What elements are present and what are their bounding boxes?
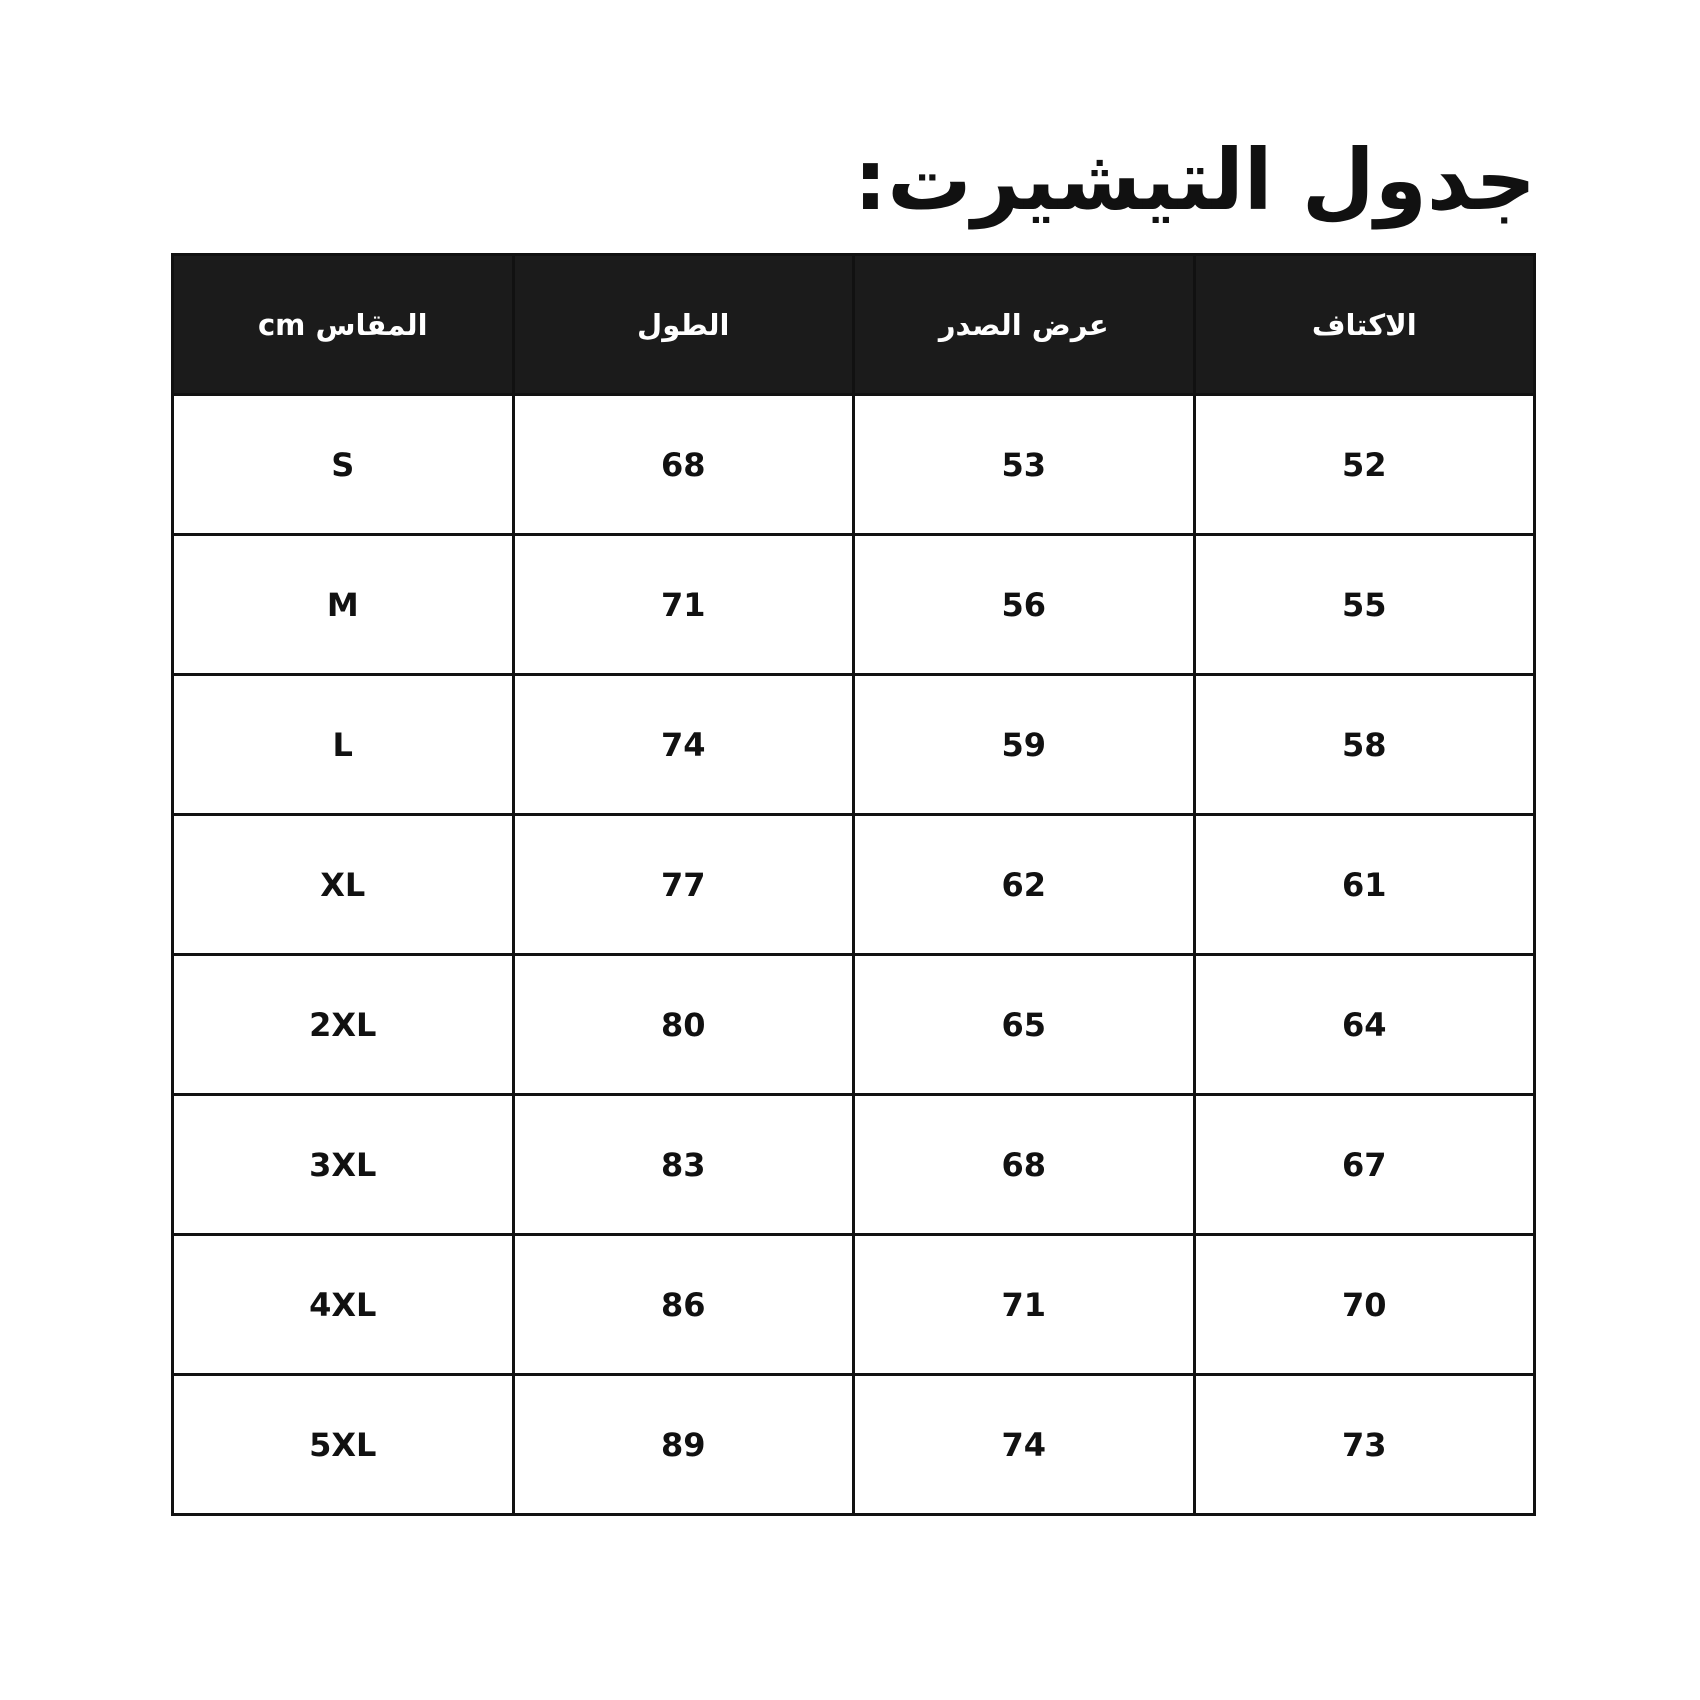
table-row (173, 675, 1535, 815)
header-shoulders: الاكتاف (1194, 255, 1535, 395)
cell-length: 68 (513, 395, 854, 535)
cell-length: 83 (513, 1095, 854, 1235)
cell-size: 3XL (173, 1095, 514, 1235)
cell-chest-width: 56 (854, 535, 1195, 675)
cell-size: M (173, 535, 514, 675)
cell-length: 89 (513, 1375, 854, 1515)
cell-length: 74 (513, 675, 854, 815)
cell-size: S (173, 395, 514, 535)
cell-size: L (173, 675, 514, 815)
cell-shoulders: 70 (1194, 1235, 1535, 1375)
cell-length: 77 (513, 815, 854, 955)
header-size: المقاس cm (173, 255, 514, 395)
table-row (173, 1375, 1535, 1515)
cell-size: 2XL (173, 955, 514, 1095)
table-row (173, 955, 1535, 1095)
cell-chest-width: 62 (854, 815, 1195, 955)
table-body (173, 395, 1535, 1515)
cell-shoulders: 67 (1194, 1095, 1535, 1235)
cell-length: 71 (513, 535, 854, 675)
cell-chest-width: 74 (854, 1375, 1195, 1515)
cell-chest-width: 65 (854, 955, 1195, 1095)
cell-size: 5XL (173, 1375, 514, 1515)
cell-chest-width: 53 (854, 395, 1195, 535)
cell-size: XL (173, 815, 514, 955)
size-chart-table (171, 253, 1536, 1516)
cell-shoulders: 73 (1194, 1375, 1535, 1515)
cell-shoulders: 61 (1194, 815, 1535, 955)
table-row (173, 815, 1535, 955)
cell-size: 4XL (173, 1235, 514, 1375)
table-row (173, 1095, 1535, 1235)
header-chest-width: عرض الصدر (854, 255, 1195, 395)
page-title: جدول التيشيرت: (853, 131, 1536, 229)
cell-length: 86 (513, 1235, 854, 1375)
cell-shoulders: 52 (1194, 395, 1535, 535)
cell-chest-width: 59 (854, 675, 1195, 815)
cell-shoulders: 64 (1194, 955, 1535, 1095)
header-row (173, 255, 1535, 395)
table-row (173, 535, 1535, 675)
cell-shoulders: 55 (1194, 535, 1535, 675)
table-row (173, 1235, 1535, 1375)
table-row (173, 395, 1535, 535)
header-length: الطول (513, 255, 854, 395)
cell-length: 80 (513, 955, 854, 1095)
cell-shoulders: 58 (1194, 675, 1535, 815)
cell-chest-width: 68 (854, 1095, 1195, 1235)
cell-chest-width: 71 (854, 1235, 1195, 1375)
table-header (173, 255, 1535, 395)
